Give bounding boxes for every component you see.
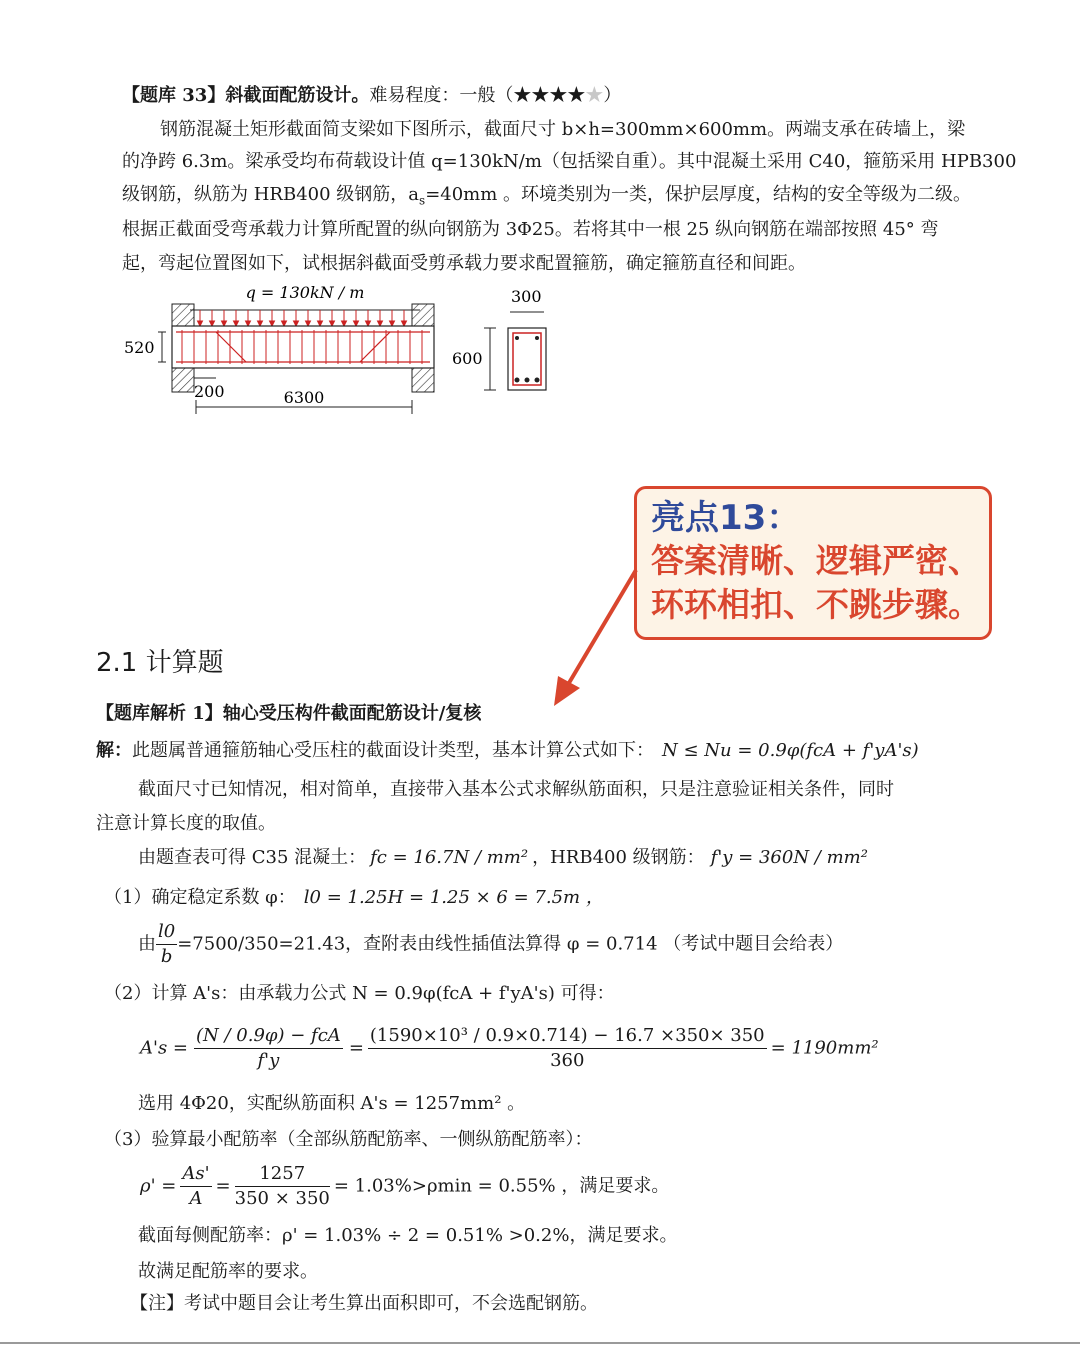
load-arrow-head: [390, 321, 395, 326]
step-3: （3）验算最小配筋率（全部纵筋配筋率、一侧纵筋配筋率）：: [104, 1129, 593, 1150]
step-1-ratio-pre: 由: [138, 933, 156, 955]
load-arrow-head: [198, 321, 203, 326]
page-bottom-rule: [0, 1342, 1080, 1344]
fraction-1257-den: 350 × 350: [234, 1188, 330, 1209]
formula-As-result: = 1190mm²: [770, 1037, 879, 1059]
right-wall-top: [412, 304, 434, 326]
fraction-b: b: [160, 946, 173, 967]
dim-600: 600: [452, 349, 483, 368]
fraction-1257-num: 1257: [235, 1162, 330, 1187]
load-arrow-head: [306, 321, 311, 326]
formula-fy: f'y = 360N / mm²: [710, 847, 868, 868]
section-heading: 2.1 计算题: [96, 648, 224, 678]
load-arrow-head: [294, 321, 299, 326]
problem-paragraph-4: 根据正截面受弯承载力计算所配置的纵向钢筋为 3Φ25。若将其中一根 25 纵向钢筋在端部按照 45° 弯: [122, 219, 939, 240]
callout-line-2: 答案清晰、逻辑严密、: [651, 541, 981, 580]
problem-paragraph-3: [122, 181, 971, 215]
solution-intro-text: 此题属普通箍筋轴心受压柱的截面设计类型，基本计算公式如下：: [132, 740, 654, 761]
problem-paragraph-5: 起，弯起位置图如下，试根据斜截面受剪承载力要求配置箍筋，确定箍筋直径和间距。: [122, 253, 806, 274]
formula-l0: l0 = 1.25H = 1.25 × 6 = 7.5m ，: [303, 887, 604, 908]
step-1-ratio: [138, 920, 843, 969]
fraction-general-den: f'y: [257, 1050, 280, 1071]
material-steel-label: ，HRB400 级钢筋：: [532, 847, 705, 868]
step-2-formula: A's = $\frac{\text{(N / 0.9φ) − fcA}}{f'y}$ = $\frac{\text{(1590×10³ / 0.9×0.714) − 16.7 ×350× 350}}{360}$ = 1190mm²: [140, 1025, 879, 1071]
fraction-numeric-num: (1590×10³ / 0.9×0.714) − 16.7 ×350× 350: [368, 1024, 767, 1049]
problem-p3-text: 级钢筋，纵筋为 HRB400 级钢筋，a: [122, 184, 420, 205]
step-1-ratio-post: =7500/350=21.43，查附表由线性插值法算得 φ = 0.714 （考试中题目会给表）: [177, 933, 844, 955]
load-arrow-head: [270, 321, 275, 326]
load-arrow-head: [342, 321, 347, 326]
problem-title-line: [122, 82, 621, 110]
problem-paragraph-2: 的净跨 6.3m。梁承受均布荷载设计值 q=130kN/m（包括梁自重）。其中混凝土采用 C40，箍筋采用 HPB300: [122, 151, 1017, 172]
fraction-numeric-den: 360: [550, 1050, 585, 1071]
solution-note: 【注】考试中题目会让考生算出面积即可，不会选配钢筋。: [130, 1293, 598, 1314]
solution-label: 解：: [96, 740, 132, 761]
load-label: q = 130kN / m: [245, 283, 365, 302]
callout-title: 亮点13：: [651, 498, 801, 538]
load-arrow-head: [282, 321, 287, 326]
problem-p3-sub: s: [419, 193, 426, 208]
right-support: [412, 368, 434, 392]
formula-rho-result: = 1.03%>ρmin = 0.55% ，满足要求。: [333, 1175, 670, 1197]
load-arrow-head: [210, 321, 215, 326]
step-3-conclusion: 故满足配筋率的要求。: [138, 1261, 318, 1282]
step-2-choose: 选用 4Φ20，实配纵筋面积 A's = 1257mm² 。: [138, 1093, 526, 1114]
problem-p3-rest: =40mm 。环境类别为一类，保护层厚度，结构的安全等级为二级。: [425, 184, 972, 205]
difficulty-label: 难易程度：一般（: [369, 85, 514, 106]
step-3-side: 截面每侧配筋率：ρ' = 1.03% ÷ 2 = 0.51% >0.2%，满足要求。: [138, 1225, 678, 1246]
material-line: [138, 844, 868, 872]
stirrups: [182, 330, 422, 364]
beam-figure: [120, 280, 560, 420]
dim-300: 300: [511, 287, 542, 306]
load-arrow-head: [234, 321, 239, 326]
load-arrow-head: [378, 321, 383, 326]
load-arrow-head: [366, 321, 371, 326]
dim-6300: 6300: [283, 388, 325, 407]
callout-line-3: 环环相扣、不跳步骤。: [651, 585, 981, 624]
fraction-general-num: (N / 0.9φ) − fcA: [194, 1024, 343, 1049]
step-3-formula: ρ' = $\frac{As'}{A}$ = $\frac{1257}{350 \times 350}$ = 1.03%>ρmin = 0.55% ，满足要求。: [140, 1163, 670, 1209]
fraction-l0-b: [156, 920, 177, 969]
solution-line-2: 截面尺寸已知情况，相对简单，直接带入基本公式求解纵筋面积，只是注意验证相关条件，同时: [138, 779, 894, 800]
formula-rho-lhs: ρ' =: [140, 1175, 177, 1197]
load-arrow-head: [318, 321, 323, 326]
solution-title: 【题库解析 1】轴心受压构件截面配筋设计/复核: [96, 703, 482, 724]
fraction-numeric: [368, 1024, 767, 1073]
load-arrow-head: [222, 321, 227, 326]
load-arrow-head: [354, 321, 359, 326]
fraction-1257: [235, 1162, 330, 1211]
fraction-l0: l0: [156, 920, 177, 945]
formula-basic: N ≤ Nu = 0.9φ(fcA + f'yA's): [662, 740, 919, 761]
left-support: [172, 368, 194, 392]
step-1: [104, 884, 604, 912]
highlight-callout: [634, 486, 992, 640]
fraction-general: [194, 1024, 343, 1073]
fraction-As: As': [180, 1162, 211, 1187]
problem-tag: 【题库 33】斜截面配筋设计。: [122, 85, 370, 106]
solution-line-3: 注意计算长度的取值。: [96, 813, 276, 834]
load-arrow-head: [258, 321, 263, 326]
solution-intro: [96, 737, 919, 765]
step-2: （2）计算 A's：由承载力公式 N = 0.9φ(fcA + f'yA's) 可得：: [104, 983, 615, 1004]
dim-200: 200: [194, 382, 225, 401]
difficulty-stars-filled: ★★★★: [513, 85, 586, 106]
fraction-A: A: [189, 1188, 203, 1209]
load-arrow-head: [246, 321, 251, 326]
load-arrow-head: [330, 321, 335, 326]
problem-paragraph-1: 钢筋混凝土矩形截面简支梁如下图所示，截面尺寸 b×h=300mm×600mm。两端支承在砖墙上，梁: [160, 119, 966, 140]
difficulty-close: ）: [603, 85, 622, 106]
fraction-As-A: [180, 1162, 211, 1211]
left-wall-top: [172, 304, 194, 326]
formula-As-lhs: A's =: [140, 1037, 188, 1059]
pointer-arrow: [540, 560, 650, 710]
load-arrow-head: [402, 321, 407, 326]
step-1-label: （1）确定稳定系数 φ：: [104, 887, 296, 908]
difficulty-star-empty: ★: [585, 85, 604, 106]
load-arrows: [198, 310, 407, 326]
dim-520: 520: [124, 338, 155, 357]
formula-fc: fc = 16.7N / mm²: [370, 847, 529, 868]
material-concrete-label: 由题查表可得 C35 混凝土：: [138, 847, 367, 868]
